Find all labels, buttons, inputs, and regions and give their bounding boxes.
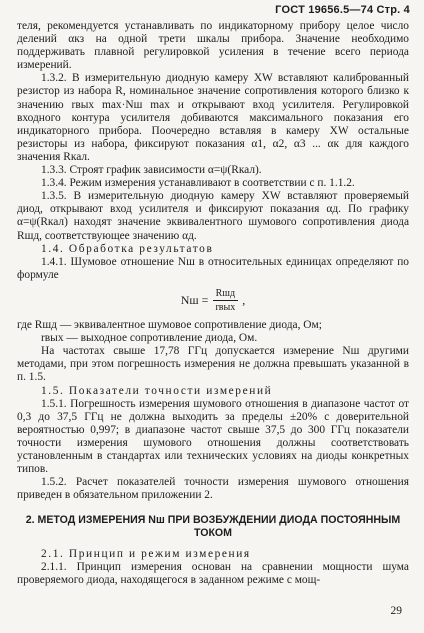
formula-fraction [212,287,238,314]
formula-denominator: rвых [215,301,236,313]
paragraph: 1.3.3. Строят график зависимости α=ψ(Rкал). [41,164,262,177]
paragraph: теля, рекомендуется устанавливать по индикаторному прибору целое число делений αкз на одной трети шкалы прибора. Значение необходимо поддерживать плавной регулировкой усиления в течение всего периода измерений. [17,20,409,72]
formula-numerator: Rшд [213,287,238,301]
document-body [17,20,409,587]
paragraph: 1.3.4. Режим измерения устанавливают в соответствии с п. 1.1.2. [41,177,355,190]
paragraph: 1.4.1. Шумовое отношение Nш в относительных единицах определяют по формуле [17,255,409,281]
paragraph: 1.3.2. В измерительную диодную камеру XW вставляют калиброванный резистор из набора R, номинальное значение сопротивления которого близко к значению rвых max·Nш max и открывают вход усилителя. Регулировкой входного контура усилителя добиваются максимального показания его индикаторного прибора. Поочередно вставляя в камеру XW остальные резисторы из набора, фиксируют показания α1, α2, α3 ... αк для каждого значения Rкал. [17,72,409,163]
paragraph: 1.5.2. Расчет показателей точности измерения шумового отношения приведен в обязательном приложении 2. [17,476,409,502]
formula-lhs: Nш = [180,292,209,307]
paragraph: 2.1.1. Принцип измерения основан на сравнении мощности шума проверяемого диода, находящегося в заданном режиме с мощ- [17,560,409,586]
paragraph: где Rшд — эквивалентное шумовое сопротивление диода, Ом; [17,319,322,332]
paragraph: 1.5.1. Погрешность измерения шумового отношения в диапазоне частот от 0,3 до 37,5 ГГц не должна выходить за пределы ±20% с доверительной вероятностью 0,997; в диапазоне частот свыше 37,5 до 300 ГГц показатели точности измерения шумового отношения должны соответствовать установленным в стандартах или технических условиях на диоды конкретных типов. [17,397,409,476]
formula [17,287,409,314]
formula-tail: , [242,292,246,307]
subsection-heading: 1.5. Показатели точности измерений [41,384,273,397]
page-number: 29 [390,605,402,617]
subsection-heading: 1.4. Обработка результатов [41,242,214,255]
paragraph: На частотах свыше 17,78 ГГц допускается измерение Nш другими методами, при этом погрешность измерения не должна превышать указанной в п. 1.5. [17,345,409,384]
subsection-heading: 2.1. Принцип и режим измерения [41,547,251,560]
paragraph: rвых — выходное сопротивление диода, Ом. [41,332,258,345]
page-header: ГОСТ 19656.5—74 Стр. 4 [275,4,410,16]
section-title: 2. МЕТОД ИЗМЕРЕНИЯ Nш ПРИ ВОЗБУЖДЕНИИ ДИОДА ПОСТОЯННЫМ ТОКОМ [25,514,401,539]
paragraph: 1.3.5. В измерительную диодную камеру XW вставляют проверяемый диод, открывают вход усилителя и фиксируют показания αд. По графику α=ψ(Rкал) находят значение эквивалентного шумового сопротивления диода Rшд, соответствующее значению αд. [17,190,409,242]
